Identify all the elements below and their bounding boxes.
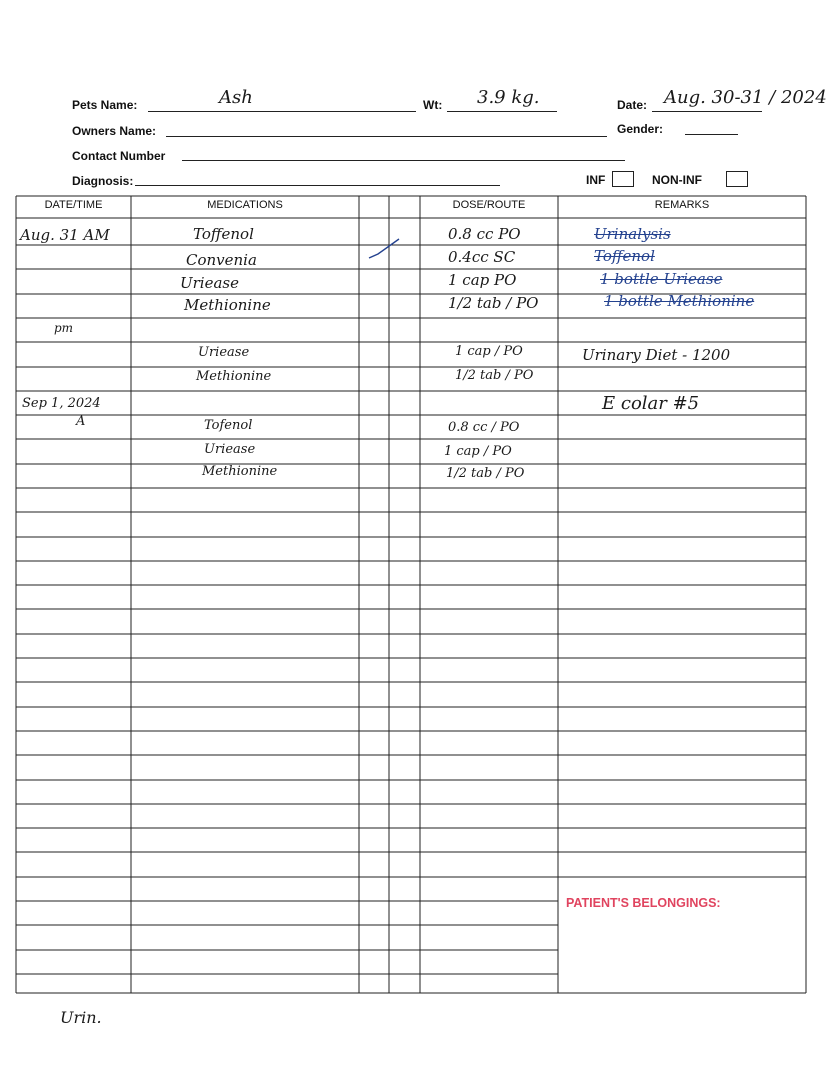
- entry-remark-row-1: Urinalysis: [594, 225, 671, 243]
- footer-handwritten-note: Urin.: [60, 1008, 102, 1027]
- entry-medication-row-2: Convenia: [186, 251, 257, 269]
- entry-date-row-8-note: A: [76, 414, 86, 429]
- entry-medication-row-9: Tofenol: [204, 418, 253, 433]
- entry-remark-row-8: E colar #5: [602, 393, 700, 414]
- inf-label: INF: [586, 173, 606, 187]
- entry-dose-row-7: 1/2 tab / PO: [455, 368, 534, 383]
- contact-number-label: Contact Number: [72, 149, 166, 163]
- entry-medication-row-6: Uriease: [198, 345, 250, 360]
- patients-belongings-label: PATIENT'S BELONGINGS:: [566, 896, 721, 910]
- gender-label: Gender:: [617, 122, 664, 136]
- entry-remark-row-4: 1 bottle Methionine: [604, 292, 755, 310]
- entry-dose-row-6: 1 cap / PO: [455, 344, 523, 359]
- entry-dose-row-10: 1 cap / PO: [444, 444, 512, 459]
- weight-value[interactable]: 3.9 kg.: [477, 87, 540, 108]
- entry-medication-row-3: Uriease: [180, 274, 240, 292]
- entry-remark-row-3: 1 bottle Uriease: [600, 270, 723, 288]
- entry-date-row-1: Aug. 31 AM: [20, 226, 110, 244]
- entry-dose-row-1: 0.8 cc PO: [448, 225, 521, 243]
- entry-medication-row-1: Toffenol: [193, 225, 254, 243]
- weight-label: Wt:: [423, 98, 443, 112]
- entry-remark-row-6: Urinary Diet - 1200: [582, 346, 731, 364]
- column-header-dose-route: DOSE/ROUTE: [452, 199, 526, 211]
- entry-dose-row-11: 1/2 tab / PO: [446, 466, 525, 481]
- entry-medication-row-11: Methionine: [202, 464, 278, 479]
- column-header-remarks: REMARKS: [654, 199, 710, 211]
- owners-name-label: Owners Name:: [72, 124, 157, 138]
- entry-remark-row-2: Toffenol: [594, 247, 655, 265]
- date-label: Date:: [617, 98, 648, 112]
- check-mark-icon: [366, 236, 402, 262]
- entry-medication-row-10: Uriease: [204, 442, 256, 457]
- date-value[interactable]: Aug. 30-31 / 2024: [664, 87, 827, 108]
- noninf-label: NON-INF: [652, 173, 702, 187]
- entry-dose-row-4: 1/2 tab / PO: [448, 294, 539, 312]
- pets-name-label: Pets Name:: [72, 98, 138, 112]
- column-header-medications: MEDICATIONS: [207, 199, 283, 211]
- column-header-datetime: DATE/TIME: [44, 199, 103, 211]
- entry-dose-row-2: 0.4cc SC: [448, 248, 516, 266]
- entry-dose-row-9: 0.8 cc / PO: [448, 420, 520, 435]
- entry-date-row-8: Sep 1, 2024: [22, 396, 101, 411]
- entry-date-row-5: pm: [54, 321, 74, 335]
- entry-medication-row-4: Methionine: [184, 296, 271, 314]
- entry-medication-row-7: Methionine: [196, 369, 272, 384]
- diagnosis-label: Diagnosis:: [72, 174, 134, 188]
- pets-name-value[interactable]: Ash: [219, 87, 253, 108]
- entry-dose-row-3: 1 cap PO: [448, 271, 517, 289]
